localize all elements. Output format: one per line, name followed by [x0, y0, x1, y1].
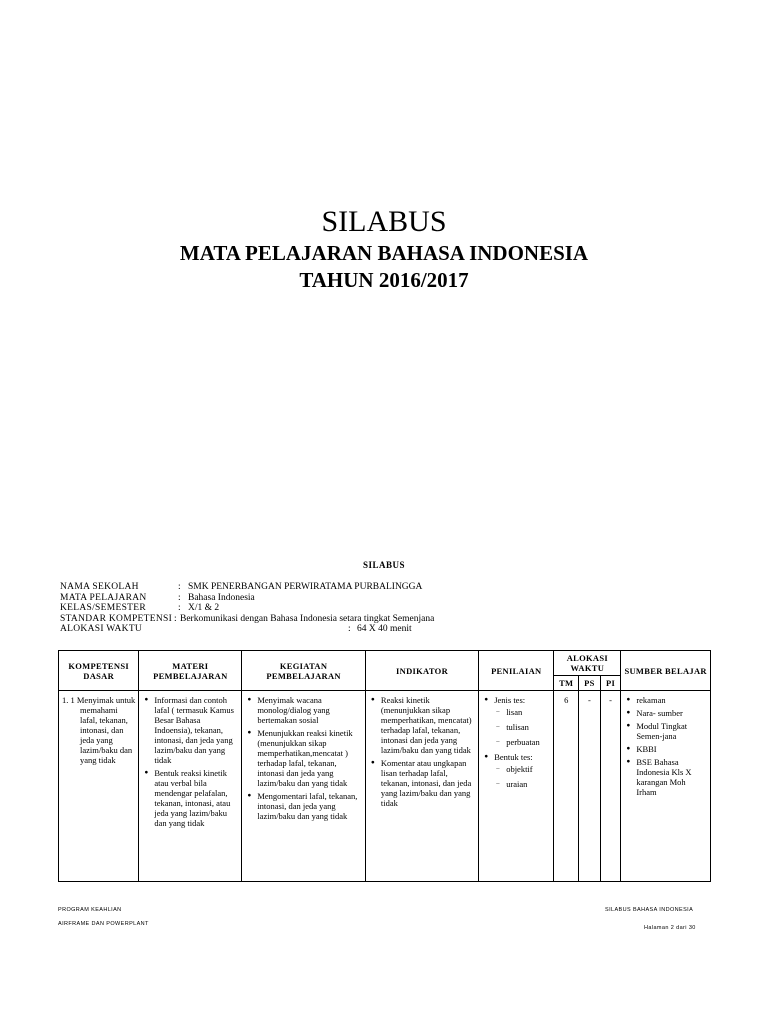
meta-label: KELAS/SEMESTER — [60, 603, 147, 613]
meta-colon: : — [348, 624, 351, 634]
meta-colon: : — [174, 613, 177, 624]
document-meta — [60, 582, 720, 635]
list-item: ● KBBI — [636, 744, 707, 754]
header-ps: PS — [579, 676, 601, 691]
header-alokasi-waktu: ALOKASI WAKTU — [554, 651, 621, 676]
meta-row-competency-standard — [60, 614, 720, 625]
cell-indikator — [365, 691, 478, 882]
meta-label: MATA PELAJARAN — [60, 592, 147, 603]
cover-subtitle-subject: MATA PELAJARAN BAHASA INDONESIA — [179, 241, 589, 265]
meta-label: NAMA SEKOLAH — [60, 582, 139, 592]
meta-value: Bahasa Indonesia — [188, 592, 255, 603]
list-item: ● Komentar atau ungkapan lisan terhadap lafal, tekanan, intonasi, dan jeda yang lazim/baku dan yang tidak — [381, 758, 475, 808]
syllabus-table — [58, 650, 711, 882]
table-row — [59, 691, 711, 882]
footer-program: PROGRAM KEAHLIAN — [58, 907, 122, 913]
list-item: ● Modul Tingkat Semen-jana — [636, 721, 707, 741]
cell-ps: - — [579, 691, 601, 882]
list-item: – tulisan — [506, 722, 550, 732]
list-item: – uraian — [506, 779, 550, 789]
meta-value: SMK PENERBANGAN PERWIRATAMA PURBALINGGA — [188, 582, 423, 592]
list-item — [494, 695, 550, 747]
header-materi: MATERI PEMBELAJARAN — [139, 651, 242, 691]
meta-label: ALOKASI WAKTU — [60, 624, 143, 634]
cell-kompetensi-dasar — [59, 691, 139, 882]
meta-value: Berkomunikasi dengan Bahasa Indonesia setara tingkat Semenjana — [180, 613, 435, 624]
list-item — [494, 752, 550, 789]
list-item: ● Nara- sumber — [636, 708, 707, 718]
cell-materi — [139, 691, 242, 882]
meta-colon: : — [178, 603, 181, 613]
meta-label: STANDAR KOMPETENSI — [60, 613, 173, 624]
penilaian-bentuk-label: Bentuk tes: — [494, 752, 533, 762]
cover-subtitle-year: TAHUN 2016/2017 — [299, 268, 469, 292]
list-item: – perbuatan — [506, 737, 550, 747]
cover-title: SILABUS — [321, 205, 447, 238]
list-item: – objektif — [506, 764, 550, 774]
cell-penilaian — [479, 691, 554, 882]
header-pi: PI — [600, 676, 621, 691]
cell-sumber-belajar — [621, 691, 711, 882]
footer-page-number: Halaman 2 dari 30 — [644, 925, 696, 931]
list-item: ● Bentuk reaksi kinetik atau verbal bila mendengar pelafalan, tekanan, intonasi, atau jeda yang lazim/baku dan yang tidak — [154, 768, 238, 828]
list-item: ● Mengomentari lafal, tekanan, intonasi, dan jeda yang lazim/baku dan yang tidak — [257, 791, 362, 821]
list-item: – lisan — [506, 707, 550, 717]
document-heading: SILABUS — [362, 560, 406, 570]
meta-row-subject — [60, 593, 720, 604]
kompetensi-dasar-text: 1. 1 Menyimak untuk memahami lafal, tekanan, intonasi, dan jeda yang lazim/baku dan yang tidak — [62, 695, 136, 765]
footer-document-title: SILABUS BAHASA INDONESIA — [605, 907, 694, 913]
meta-value: 64 X 40 menit — [357, 624, 412, 634]
list-item: ● Menunjukkan reaksi kinetik (menunjukkan sikap memperhatikan,mencatat ) terhadap lafal, tekanan, intonasi dan jeda yang lazim/baku dan yang tidak — [257, 728, 362, 788]
list-item: ● rekaman — [636, 695, 707, 705]
header-tm: TM — [554, 676, 579, 691]
meta-value: X/1 & 2 — [188, 603, 220, 613]
meta-colon: : — [178, 582, 181, 592]
cell-tm: 6 — [554, 691, 579, 882]
footer-department: AIRFRAME DAN POWERPLANT — [58, 921, 149, 927]
header-penilaian: PENILAIAN — [479, 651, 554, 691]
list-item: ● Informasi dan contoh lafal ( termasuk Kamus Besar Bahasa Indoensia), tekanan, intonasi, dan jeda yang lazim/baku dan yang tidak — [154, 695, 238, 765]
header-sumber-belajar: SUMBER BELAJAR — [621, 651, 711, 691]
meta-row-school — [60, 582, 720, 593]
header-kompetensi-dasar: KOMPETENSI DASAR — [59, 651, 139, 691]
list-item: ● Reaksi kinetik (menunjukkan sikap memperhatikan, mencatat) terhadap lafal, tekanan, intonasi dan jeda yang lazim/baku dan yang tidak — [381, 695, 475, 755]
cell-kegiatan — [242, 691, 366, 882]
header-indikator: INDIKATOR — [365, 651, 478, 691]
header-kegiatan: KEGIATAN PEMBELAJARAN — [242, 651, 366, 691]
list-item: ● Menyimak wacana monolog/dialog yang bertemakan sosial — [257, 695, 362, 725]
meta-row-time-allocation — [60, 624, 720, 635]
meta-row-class-semester — [60, 603, 720, 614]
list-item: ● BSE Bahasa Indonesia Kls X karangan Moh Irham — [636, 757, 707, 797]
penilaian-jenis-label: Jenis tes: — [494, 695, 526, 705]
cell-pi: - — [600, 691, 621, 882]
meta-colon: : — [178, 592, 181, 603]
